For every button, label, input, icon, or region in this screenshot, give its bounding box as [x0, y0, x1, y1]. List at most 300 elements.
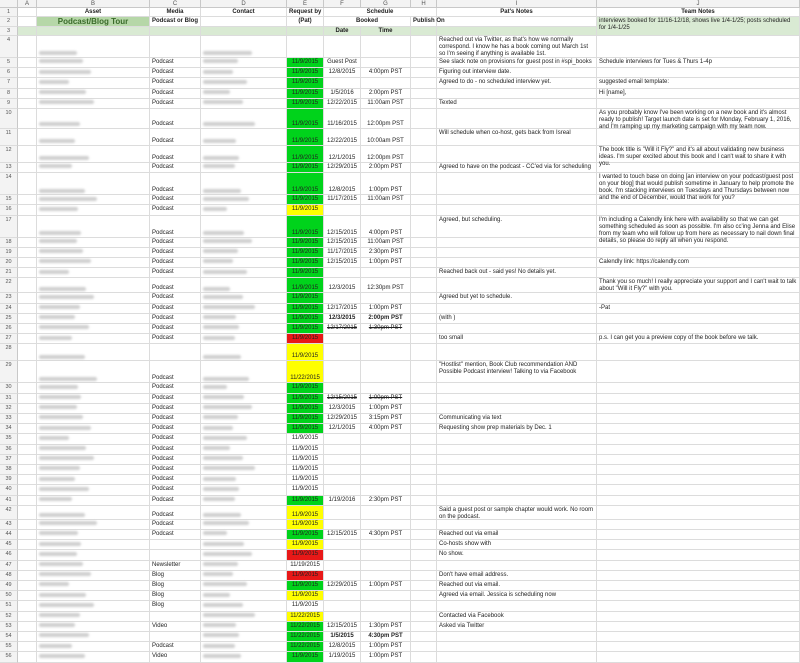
- media-cell[interactable]: Podcast: [150, 268, 201, 278]
- asset-cell[interactable]: [37, 465, 150, 475]
- booked-date-cell[interactable]: [324, 465, 361, 475]
- asset-cell[interactable]: [37, 475, 150, 485]
- booked-date-cell[interactable]: 12/15/2015: [324, 622, 361, 632]
- team-notes-cell[interactable]: [597, 475, 800, 485]
- publish-on-cell[interactable]: [411, 414, 437, 424]
- row-header-2[interactable]: 2: [0, 17, 18, 27]
- pats-notes-cell[interactable]: Figuring out interview date.: [437, 68, 597, 78]
- booked-date-cell[interactable]: [324, 475, 361, 485]
- asset-cell[interactable]: [37, 455, 150, 465]
- contact-cell[interactable]: [201, 89, 287, 99]
- team-notes-cell[interactable]: I wanted to touch base on doing [an interview on your podcast/guest post on your blog] that would publish sometime in January to help promote the book. I'm stacking interviews on Tuesdays and Thursdays between now and the end of December, would that work for you?: [597, 173, 800, 195]
- media-cell[interactable]: [150, 36, 201, 58]
- booked-time-cell[interactable]: [361, 36, 411, 58]
- booked-date-cell[interactable]: 1/5/2016: [324, 89, 361, 99]
- request-by-cell[interactable]: 11/9/2015: [287, 591, 324, 601]
- request-by-cell[interactable]: 11/9/2015: [287, 383, 324, 393]
- booked-date-cell[interactable]: 12/15/2015: [324, 238, 361, 248]
- publish-on-cell[interactable]: [411, 571, 437, 581]
- pats-notes-cell[interactable]: [437, 485, 597, 495]
- contact-cell[interactable]: [201, 591, 287, 601]
- publish-on-cell[interactable]: [411, 205, 437, 215]
- asset-cell[interactable]: [37, 146, 150, 163]
- media-cell[interactable]: Podcast: [150, 109, 201, 129]
- team-notes-cell[interactable]: [597, 465, 800, 475]
- row-header-53[interactable]: 53: [0, 622, 18, 632]
- asset-cell[interactable]: [37, 612, 150, 622]
- media-cell[interactable]: Podcast: [150, 216, 201, 238]
- booked-time-cell[interactable]: [361, 445, 411, 455]
- cell-A29[interactable]: [18, 361, 37, 383]
- booked-time-cell[interactable]: [361, 520, 411, 530]
- asset-cell[interactable]: [37, 571, 150, 581]
- contact-cell[interactable]: [201, 506, 287, 520]
- contact-cell[interactable]: [201, 163, 287, 173]
- booked-date-cell[interactable]: [324, 591, 361, 601]
- contact-cell[interactable]: [201, 434, 287, 444]
- publish-on-cell[interactable]: [411, 496, 437, 506]
- row-header-41[interactable]: 41: [0, 496, 18, 506]
- team-notes-cell[interactable]: [597, 383, 800, 393]
- media-cell[interactable]: Blog: [150, 591, 201, 601]
- media-cell[interactable]: Podcast: [150, 404, 201, 414]
- publish-on-cell[interactable]: [411, 404, 437, 414]
- pats-notes-cell[interactable]: [437, 434, 597, 444]
- booked-date-cell[interactable]: 11/16/2015: [324, 109, 361, 129]
- request-by-cell[interactable]: 11/9/2015: [287, 163, 324, 173]
- pats-notes-cell[interactable]: too small: [437, 334, 597, 344]
- team-notes-cell[interactable]: [597, 612, 800, 622]
- team-notes-cell[interactable]: [597, 540, 800, 550]
- team-notes-cell[interactable]: The book title is "Will it Fly?" and it's all about validating new business ideas. I'm super excited about this book and I can't wait to share it with you.: [597, 146, 800, 163]
- cell-A54[interactable]: [18, 632, 37, 642]
- cell-A4[interactable]: [18, 36, 37, 58]
- publish-on-cell[interactable]: [411, 304, 437, 314]
- team-notes-cell[interactable]: [597, 36, 800, 58]
- cell-A17[interactable]: [18, 216, 37, 238]
- request-by-cell[interactable]: 11/9/2015: [287, 258, 324, 268]
- booked-time-cell[interactable]: 1:30pm PST: [361, 622, 411, 632]
- media-cell[interactable]: Podcast: [150, 394, 201, 404]
- cell-A34[interactable]: [18, 424, 37, 434]
- team-notes-cell[interactable]: [597, 591, 800, 601]
- asset-cell[interactable]: [37, 99, 150, 109]
- booked-date-cell[interactable]: 12/22/2015: [324, 129, 361, 146]
- media-cell[interactable]: Podcast: [150, 496, 201, 506]
- contact-cell[interactable]: [201, 248, 287, 258]
- cell-A56[interactable]: [18, 652, 37, 662]
- booked-date-cell[interactable]: 12/8/2015: [324, 173, 361, 195]
- booked-date-cell[interactable]: 12/15/2015: [324, 394, 361, 404]
- pats-notes-cell[interactable]: No show.: [437, 550, 597, 560]
- row-header-8[interactable]: 8: [0, 89, 18, 99]
- media-cell[interactable]: [150, 612, 201, 622]
- asset-cell[interactable]: [37, 173, 150, 195]
- contact-cell[interactable]: [201, 445, 287, 455]
- asset-cell[interactable]: [37, 89, 150, 99]
- publish-on-cell[interactable]: [411, 344, 437, 361]
- column-header-C[interactable]: C: [150, 0, 201, 8]
- request-by-cell[interactable]: 11/9/2015: [287, 496, 324, 506]
- asset-cell[interactable]: [37, 561, 150, 571]
- team-notes-cell[interactable]: [597, 129, 800, 146]
- contact-cell[interactable]: [201, 394, 287, 404]
- publish-on-cell[interactable]: [411, 68, 437, 78]
- row-header-10[interactable]: 10: [0, 109, 18, 129]
- pats-notes-cell[interactable]: [437, 632, 597, 642]
- team-notes-cell[interactable]: As you probably know I've been working on a new book and it's almost ready to publish! Target launch date is set for Monday, February 1, 2016, and I'm ramping up my marketing campaign with my team now.: [597, 109, 800, 129]
- asset-cell[interactable]: [37, 268, 150, 278]
- team-notes-cell[interactable]: Thank you so much! I really appreciate your support and I can't wait to talk about "Will it Fly?" with you.: [597, 278, 800, 293]
- cell-A7[interactable]: [18, 78, 37, 88]
- booked-date-cell[interactable]: 12/1/2015: [324, 424, 361, 434]
- contact-cell[interactable]: [201, 58, 287, 68]
- pats-notes-cell[interactable]: Co-hosts show with: [437, 540, 597, 550]
- row-header-37[interactable]: 37: [0, 455, 18, 465]
- team-notes-cell[interactable]: [597, 99, 800, 109]
- publish-on-cell[interactable]: [411, 520, 437, 530]
- row-header-38[interactable]: 38: [0, 465, 18, 475]
- booked-time-cell[interactable]: [361, 465, 411, 475]
- row-header-32[interactable]: 32: [0, 404, 18, 414]
- cell-A49[interactable]: [18, 581, 37, 591]
- pats-notes-cell[interactable]: [437, 195, 597, 205]
- pats-notes-cell[interactable]: [437, 173, 597, 195]
- cell-A52[interactable]: [18, 612, 37, 622]
- media-cell[interactable]: Podcast: [150, 293, 201, 303]
- publish-on-cell[interactable]: [411, 258, 437, 268]
- publish-on-cell[interactable]: [411, 278, 437, 293]
- pats-notes-cell[interactable]: [437, 394, 597, 404]
- pats-notes-cell[interactable]: [437, 561, 597, 571]
- asset-cell[interactable]: [37, 591, 150, 601]
- team-notes-cell[interactable]: [597, 622, 800, 632]
- booked-time-cell[interactable]: 2:00pm PST: [361, 89, 411, 99]
- booked-date-cell[interactable]: 12/15/2015: [324, 216, 361, 238]
- row-header-23[interactable]: 23: [0, 293, 18, 303]
- team-notes-cell[interactable]: [597, 394, 800, 404]
- pats-notes-cell[interactable]: Will schedule when co-host, gets back from Isreal: [437, 129, 597, 146]
- team-notes-cell[interactable]: Hi [name],: [597, 89, 800, 99]
- publish-on-cell[interactable]: [411, 163, 437, 173]
- team-notes-cell[interactable]: [597, 361, 800, 383]
- request-by-cell[interactable]: 11/9/2015: [287, 404, 324, 414]
- contact-cell[interactable]: [201, 324, 287, 334]
- booked-date-cell[interactable]: [324, 78, 361, 88]
- booked-date-cell[interactable]: [324, 334, 361, 344]
- row-header-34[interactable]: 34: [0, 424, 18, 434]
- media-cell[interactable]: Video: [150, 622, 201, 632]
- booked-date-cell[interactable]: 12/3/2015: [324, 314, 361, 324]
- media-cell[interactable]: Podcast: [150, 278, 201, 293]
- booked-date-cell[interactable]: [324, 205, 361, 215]
- cell-A21[interactable]: [18, 268, 37, 278]
- booked-time-cell[interactable]: 1:00pm PST: [361, 404, 411, 414]
- cell-A38[interactable]: [18, 465, 37, 475]
- contact-cell[interactable]: [201, 612, 287, 622]
- booked-time-cell[interactable]: 2:30pm PST: [361, 248, 411, 258]
- contact-cell[interactable]: [201, 465, 287, 475]
- asset-cell[interactable]: [37, 258, 150, 268]
- row-header-6[interactable]: 6: [0, 68, 18, 78]
- contact-cell[interactable]: [201, 601, 287, 611]
- asset-cell[interactable]: [37, 334, 150, 344]
- team-notes-cell[interactable]: -Pat: [597, 304, 800, 314]
- asset-cell[interactable]: [37, 581, 150, 591]
- media-cell[interactable]: Blog: [150, 571, 201, 581]
- contact-cell[interactable]: [201, 205, 287, 215]
- asset-cell[interactable]: [37, 540, 150, 550]
- request-by-cell[interactable]: 11/9/2015: [287, 530, 324, 540]
- pats-notes-cell[interactable]: [437, 146, 597, 163]
- team-notes-cell[interactable]: [597, 344, 800, 361]
- booked-time-cell[interactable]: 1:00pm PST: [361, 581, 411, 591]
- publish-on-cell[interactable]: [411, 36, 437, 58]
- booked-date-cell[interactable]: [324, 520, 361, 530]
- asset-cell[interactable]: [37, 163, 150, 173]
- publish-on-cell[interactable]: [411, 632, 437, 642]
- contact-cell[interactable]: [201, 571, 287, 581]
- booked-time-cell[interactable]: [361, 434, 411, 444]
- contact-cell[interactable]: [201, 293, 287, 303]
- request-by-cell[interactable]: 11/9/2015: [287, 394, 324, 404]
- booked-date-cell[interactable]: 1/5/2015: [324, 632, 361, 642]
- contact-cell[interactable]: [201, 36, 287, 58]
- asset-cell[interactable]: [37, 485, 150, 495]
- asset-cell[interactable]: [37, 520, 150, 530]
- team-notes-cell[interactable]: [597, 632, 800, 642]
- request-by-cell[interactable]: 11/9/2015: [287, 581, 324, 591]
- media-cell[interactable]: Podcast: [150, 642, 201, 652]
- booked-date-cell[interactable]: 12/29/2015: [324, 163, 361, 173]
- media-cell[interactable]: Podcast: [150, 506, 201, 520]
- contact-cell[interactable]: [201, 314, 287, 324]
- booked-time-cell[interactable]: 10:00am PST: [361, 129, 411, 146]
- row-header-19[interactable]: 19: [0, 248, 18, 258]
- contact-cell[interactable]: [201, 334, 287, 344]
- cell-A12[interactable]: [18, 146, 37, 163]
- booked-date-cell[interactable]: 1/19/2015: [324, 652, 361, 662]
- publish-on-cell[interactable]: [411, 99, 437, 109]
- pats-notes-cell[interactable]: Reached out via email.: [437, 581, 597, 591]
- publish-on-cell[interactable]: [411, 445, 437, 455]
- request-by-cell[interactable]: 11/9/2015: [287, 414, 324, 424]
- contact-cell[interactable]: [201, 530, 287, 540]
- booked-time-cell[interactable]: [361, 540, 411, 550]
- media-cell[interactable]: Podcast: [150, 258, 201, 268]
- team-notes-cell[interactable]: [597, 581, 800, 591]
- asset-cell[interactable]: [37, 414, 150, 424]
- pats-notes-cell[interactable]: [437, 465, 597, 475]
- team-notes-cell[interactable]: suggested email template:: [597, 78, 800, 88]
- request-by-cell[interactable]: 11/9/2015: [287, 238, 324, 248]
- publish-on-cell[interactable]: [411, 383, 437, 393]
- request-by-cell[interactable]: 11/9/2015: [287, 248, 324, 258]
- column-header-H[interactable]: H: [411, 0, 437, 8]
- row-header-3[interactable]: 3: [0, 27, 18, 36]
- contact-cell[interactable]: [201, 78, 287, 88]
- booked-time-cell[interactable]: [361, 475, 411, 485]
- pats-notes-cell[interactable]: [437, 455, 597, 465]
- request-by-cell[interactable]: 11/9/2015: [287, 304, 324, 314]
- pats-notes-cell[interactable]: Agreed to do - no scheduled interview yet.: [437, 78, 597, 88]
- cell-A33[interactable]: [18, 414, 37, 424]
- media-cell[interactable]: Podcast: [150, 195, 201, 205]
- contact-cell[interactable]: [201, 475, 287, 485]
- booked-time-cell[interactable]: 1:00pm PST: [361, 258, 411, 268]
- column-header-D[interactable]: D: [201, 0, 287, 8]
- publish-on-cell[interactable]: [411, 601, 437, 611]
- media-cell[interactable]: Podcast: [150, 68, 201, 78]
- booked-time-cell[interactable]: [361, 612, 411, 622]
- booked-date-cell[interactable]: [324, 361, 361, 383]
- media-cell[interactable]: Podcast: [150, 434, 201, 444]
- pats-notes-cell[interactable]: Reached back out - said yes! No details yet.: [437, 268, 597, 278]
- contact-cell[interactable]: [201, 278, 287, 293]
- media-cell[interactable]: Podcast: [150, 129, 201, 146]
- row-header-52[interactable]: 52: [0, 612, 18, 622]
- cell-A14[interactable]: [18, 173, 37, 195]
- booked-date-cell[interactable]: Guest Post: [324, 58, 361, 68]
- publish-on-cell[interactable]: [411, 195, 437, 205]
- request-by-cell[interactable]: 11/9/2015: [287, 68, 324, 78]
- cell-A35[interactable]: [18, 434, 37, 444]
- contact-cell[interactable]: [201, 109, 287, 129]
- asset-cell[interactable]: [37, 550, 150, 560]
- media-cell[interactable]: Podcast: [150, 205, 201, 215]
- booked-time-cell[interactable]: [361, 205, 411, 215]
- row-header-54[interactable]: 54: [0, 632, 18, 642]
- cell-A26[interactable]: [18, 324, 37, 334]
- asset-cell[interactable]: [37, 622, 150, 632]
- request-by-cell[interactable]: 11/9/2015: [287, 485, 324, 495]
- pats-notes-cell[interactable]: [437, 445, 597, 455]
- booked-date-cell[interactable]: [324, 293, 361, 303]
- asset-cell[interactable]: [37, 129, 150, 146]
- booked-time-cell[interactable]: [361, 334, 411, 344]
- contact-cell[interactable]: [201, 383, 287, 393]
- asset-cell[interactable]: [37, 434, 150, 444]
- request-by-cell[interactable]: 11/9/2015: [287, 601, 324, 611]
- asset-cell[interactable]: [37, 36, 150, 58]
- contact-cell[interactable]: [201, 550, 287, 560]
- booked-date-cell[interactable]: 12/8/2015: [324, 68, 361, 78]
- booked-time-cell[interactable]: 11:00am PST: [361, 99, 411, 109]
- asset-cell[interactable]: [37, 248, 150, 258]
- booked-time-cell[interactable]: 4:30pm PST: [361, 530, 411, 540]
- media-cell[interactable]: Podcast: [150, 248, 201, 258]
- publish-on-cell[interactable]: [411, 216, 437, 238]
- publish-on-cell[interactable]: [411, 561, 437, 571]
- asset-cell[interactable]: [37, 58, 150, 68]
- pats-notes-cell[interactable]: [437, 109, 597, 129]
- request-by-cell[interactable]: 11/9/2015: [287, 109, 324, 129]
- row-header-55[interactable]: 55: [0, 642, 18, 652]
- pats-notes-cell[interactable]: (with ): [437, 314, 597, 324]
- cell-A27[interactable]: [18, 334, 37, 344]
- booked-date-cell[interactable]: 12/8/2015: [324, 642, 361, 652]
- media-cell[interactable]: [150, 540, 201, 550]
- booked-time-cell[interactable]: [361, 561, 411, 571]
- request-by-cell[interactable]: 11/9/2015: [287, 520, 324, 530]
- team-notes-cell[interactable]: p.s. I can get you a preview copy of the book before we talk.: [597, 334, 800, 344]
- cell-A51[interactable]: [18, 601, 37, 611]
- pats-notes-cell[interactable]: [437, 304, 597, 314]
- request-by-cell[interactable]: 11/9/2015: [287, 475, 324, 485]
- booked-time-cell[interactable]: [361, 485, 411, 495]
- pats-notes-cell[interactable]: [437, 652, 597, 662]
- team-notes-cell[interactable]: [597, 601, 800, 611]
- asset-cell[interactable]: [37, 530, 150, 540]
- media-cell[interactable]: [150, 632, 201, 642]
- booked-time-cell[interactable]: 11:00am PST: [361, 238, 411, 248]
- team-notes-cell[interactable]: [597, 293, 800, 303]
- team-notes-cell[interactable]: [597, 561, 800, 571]
- booked-time-cell[interactable]: 1:00pm PST: [361, 642, 411, 652]
- media-cell[interactable]: Podcast: [150, 445, 201, 455]
- contact-cell[interactable]: [201, 238, 287, 248]
- team-notes-cell[interactable]: [597, 550, 800, 560]
- team-notes-cell[interactable]: Schedule interviews for Tues & Thurs 1-4p: [597, 58, 800, 68]
- request-by-cell[interactable]: 11/9/2015: [287, 146, 324, 163]
- team-notes-cell[interactable]: [597, 530, 800, 540]
- booked-time-cell[interactable]: 1:00pm PST: [361, 394, 411, 404]
- contact-cell[interactable]: [201, 455, 287, 465]
- pats-notes-cell[interactable]: [437, 205, 597, 215]
- asset-cell[interactable]: [37, 109, 150, 129]
- cell-A31[interactable]: [18, 394, 37, 404]
- row-header-48[interactable]: 48: [0, 571, 18, 581]
- pats-notes-cell[interactable]: Contacted via Facebook: [437, 612, 597, 622]
- cell-A50[interactable]: [18, 591, 37, 601]
- pats-notes-cell[interactable]: [437, 404, 597, 414]
- row-header-50[interactable]: 50: [0, 591, 18, 601]
- booked-date-cell[interactable]: [324, 550, 361, 560]
- media-cell[interactable]: [150, 344, 201, 361]
- booked-time-cell[interactable]: [361, 455, 411, 465]
- booked-date-cell[interactable]: 12/3/2015: [324, 404, 361, 414]
- asset-cell[interactable]: [37, 68, 150, 78]
- row-header-51[interactable]: 51: [0, 601, 18, 611]
- booked-date-cell[interactable]: [324, 485, 361, 495]
- request-by-cell[interactable]: 11/9/2015: [287, 205, 324, 215]
- row-header-40[interactable]: 40: [0, 485, 18, 495]
- request-by-cell[interactable]: 11/9/2015: [287, 571, 324, 581]
- asset-cell[interactable]: [37, 304, 150, 314]
- publish-on-cell[interactable]: [411, 550, 437, 560]
- request-by-cell[interactable]: 11/9/2015: [287, 216, 324, 238]
- row-header-39[interactable]: 39: [0, 475, 18, 485]
- booked-date-cell[interactable]: 12/17/2015: [324, 324, 361, 334]
- cell-A53[interactable]: [18, 622, 37, 632]
- booked-time-cell[interactable]: 1:00pm PST: [361, 652, 411, 662]
- booked-time-cell[interactable]: [361, 506, 411, 520]
- row-header-14[interactable]: 14: [0, 173, 18, 195]
- pats-notes-cell[interactable]: [437, 324, 597, 334]
- pats-notes-cell[interactable]: Agreed, but scheduling.: [437, 216, 597, 238]
- asset-cell[interactable]: [37, 652, 150, 662]
- publish-on-cell[interactable]: [411, 540, 437, 550]
- row-header-36[interactable]: 36: [0, 445, 18, 455]
- booked-time-cell[interactable]: 2:30pm PST: [361, 496, 411, 506]
- asset-cell[interactable]: [37, 238, 150, 248]
- booked-time-cell[interactable]: [361, 268, 411, 278]
- team-notes-cell[interactable]: [597, 268, 800, 278]
- row-header-25[interactable]: 25: [0, 314, 18, 324]
- booked-time-cell[interactable]: [361, 383, 411, 393]
- media-cell[interactable]: [150, 550, 201, 560]
- team-notes-cell[interactable]: [597, 404, 800, 414]
